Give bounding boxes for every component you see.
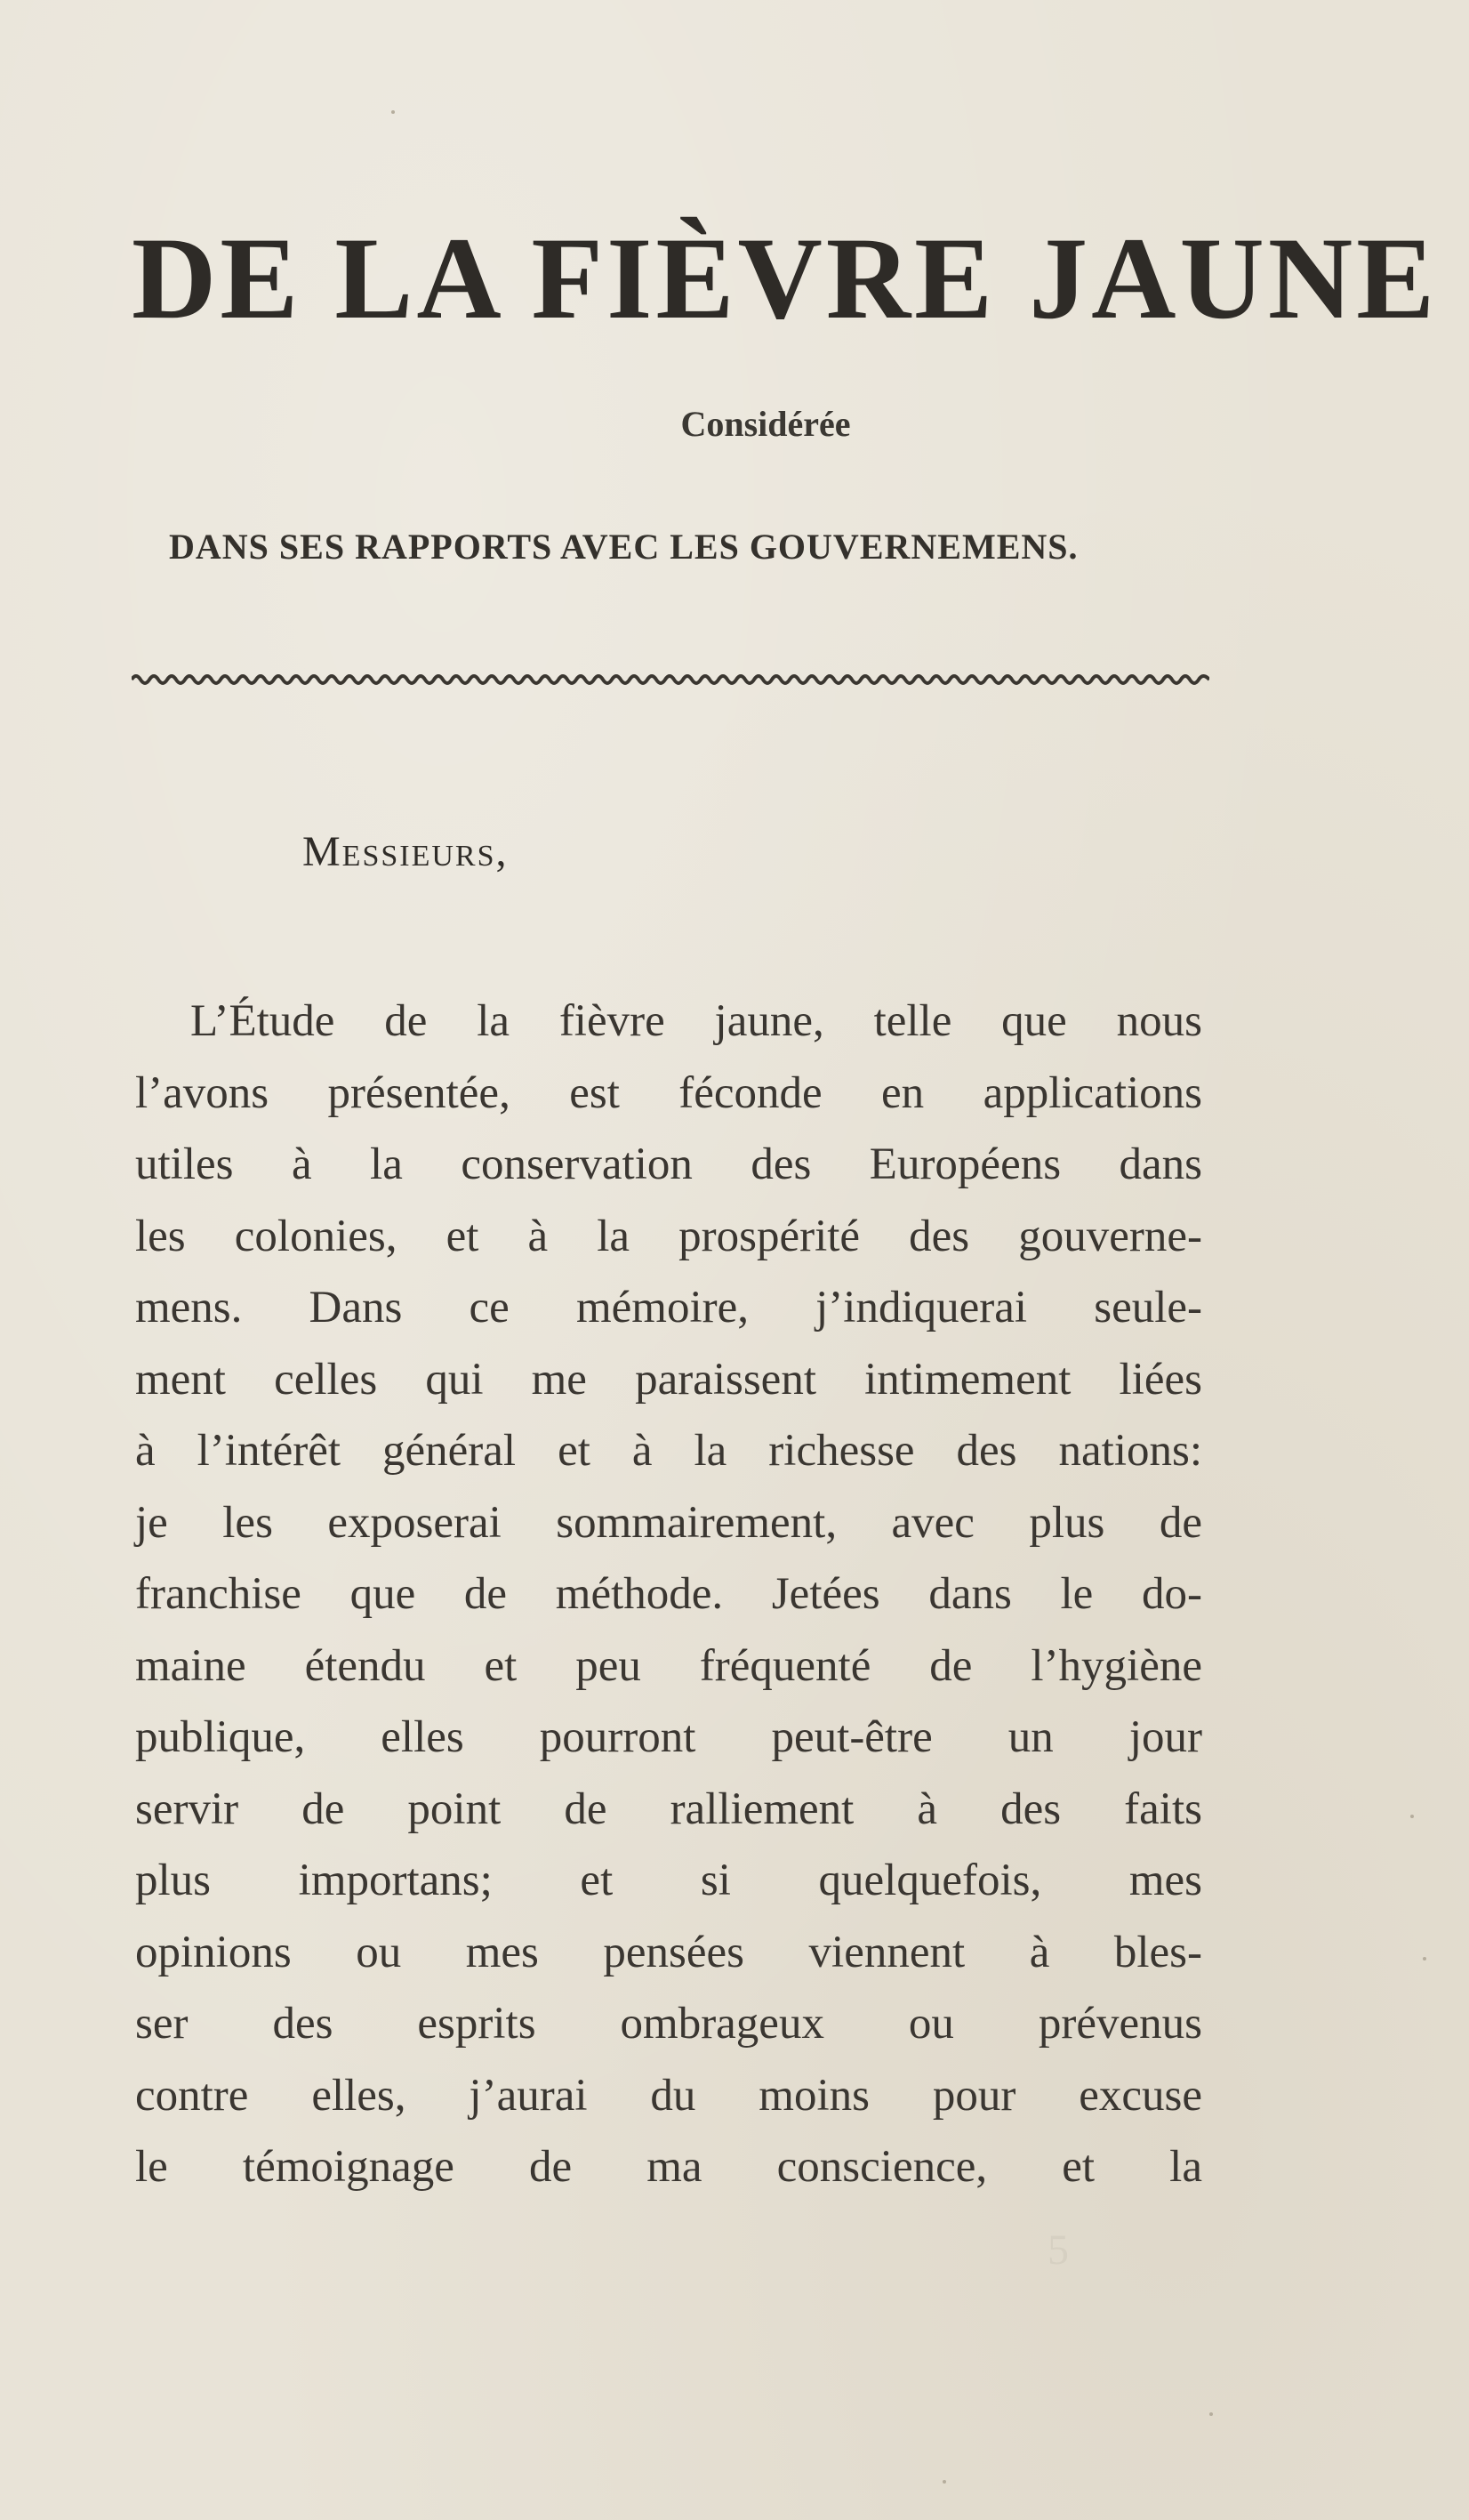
body-line: utiles à la conservation des Européens dans [135,1139,1202,1189]
page-number: 5 [1048,2226,1069,2274]
paper-speck [1410,1815,1414,1818]
body-line: publique, elles pourront peut-être un jour [135,1712,1202,1762]
subheading: DANS SES RAPPORTS AVEC LES GOUVERNEMENS. [169,527,1079,567]
body-line: servir de point de ralliement à des faits [135,1783,1202,1834]
body-line: mens. Dans ce mémoire, j’indiquerai seule- [135,1283,1202,1332]
body-text [135,986,1202,2203]
paper-speck [391,110,395,114]
paper-speck [1209,2412,1213,2416]
body-line: je les exposerai sommairement, avec plus de [135,1497,1202,1548]
body-line: maine étendu et peu fréquenté de l’hygiène [135,1640,1202,1691]
body-line: l’avons présentée, est féconde en applications [135,1067,1202,1118]
body-line: opinions ou mes pensées viennent à bles- [135,1927,1202,1977]
body-line: franchise que de méthode. Jetées dans le do- [135,1569,1202,1619]
body-line: plus importans; et si quelquefois, mes [135,1856,1202,1905]
body-line: les colonies, et à la prospérité des gouverne- [135,1211,1202,1261]
body-line: à l’intérêt général et à la richesse des nations: [135,1426,1202,1476]
body-line: L’Étude de la fièvre jaune, telle que nous [190,996,1202,1046]
body-line: ment celles qui me paraissent intimement liées [135,1354,1202,1405]
body-line: le témoignage de ma conscience, et la [135,2142,1202,2192]
subtitle: Considérée [680,404,851,444]
paper-speck [1423,1957,1426,1960]
body-line: contre elles, j’aurai du moins pour excuse [135,2070,1202,2121]
salutation: Messieurs, [302,828,509,875]
page-title: DE LA FIÈVRE JAUNE [132,213,1439,343]
ornamental-rule [132,671,1209,688]
paper-speck [943,2480,946,2484]
body-line: ser des esprits ombrageux ou prévenus [135,1999,1202,2049]
